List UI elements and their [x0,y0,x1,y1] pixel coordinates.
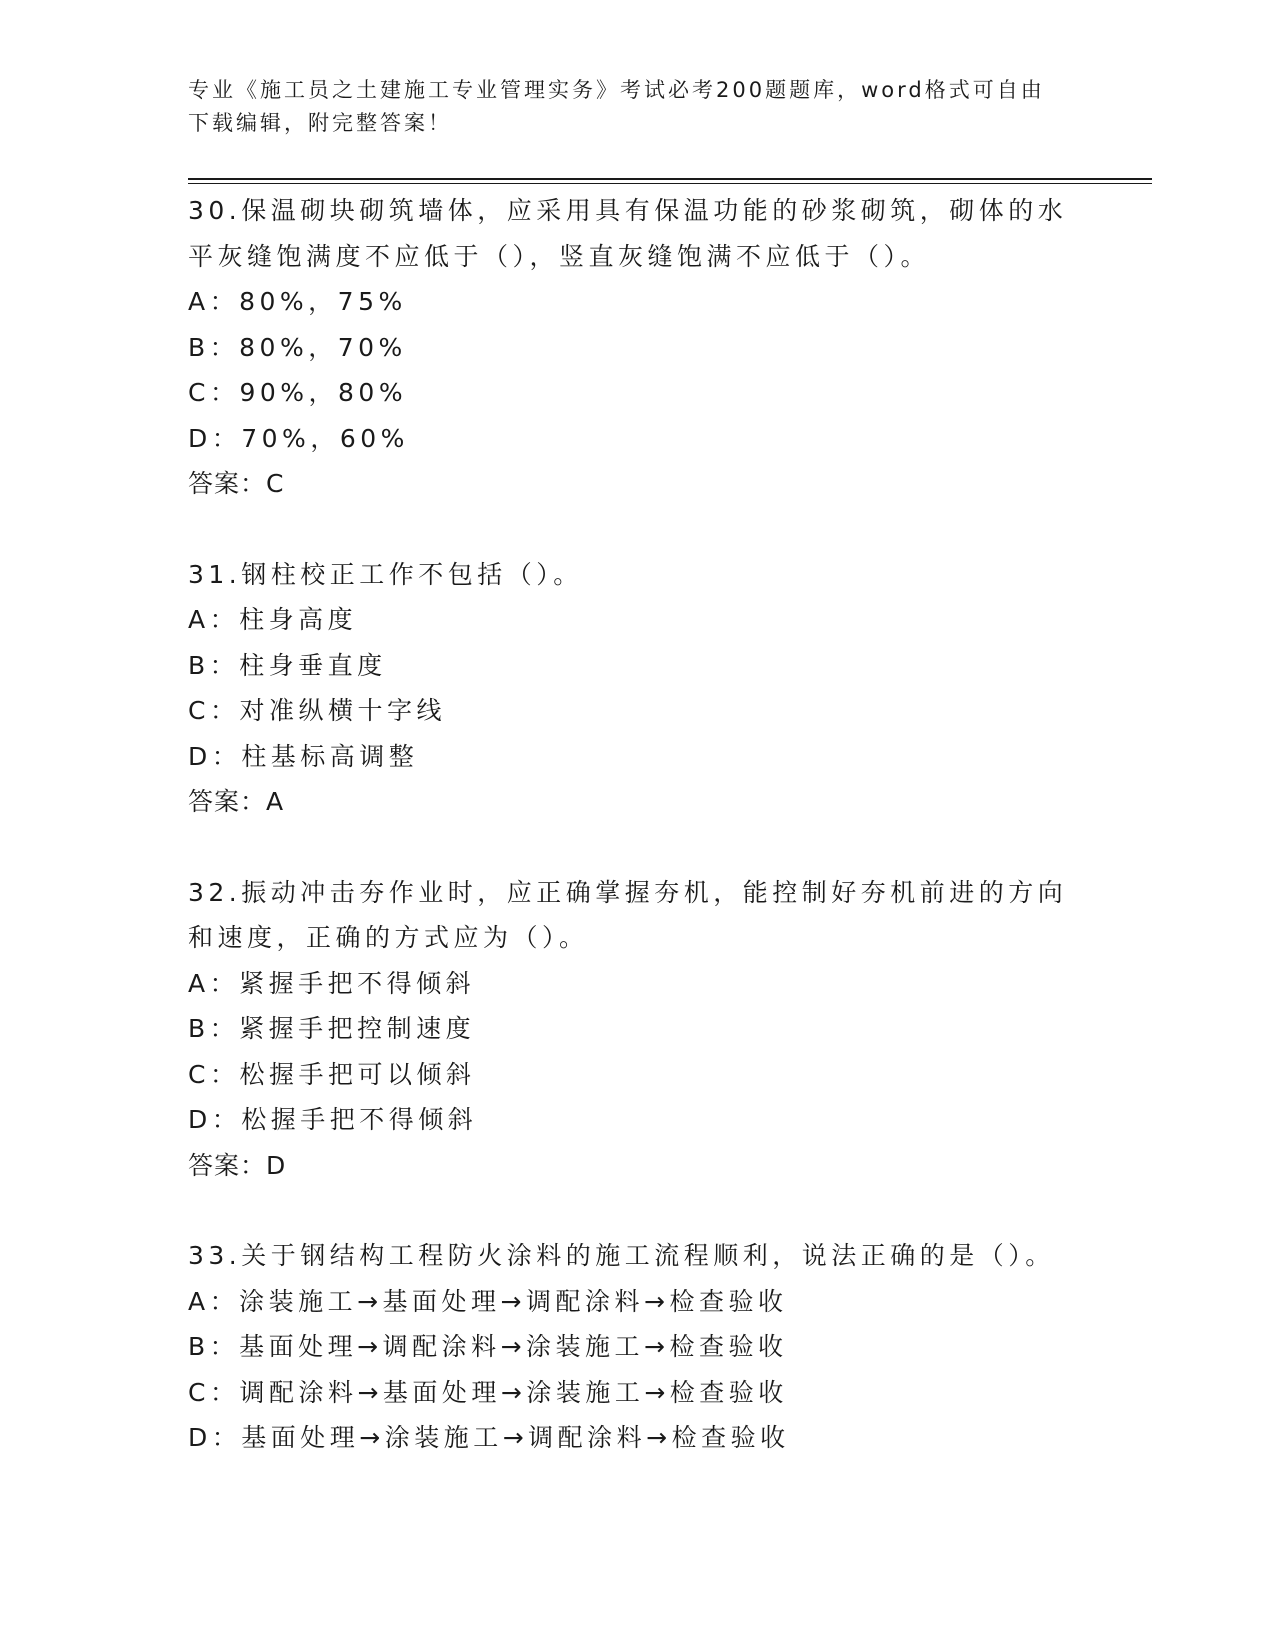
question-33 [188,1233,1088,1461]
question-stem: 33.关于钢结构工程防火涂料的施工流程顺利，说法正确的是（）。 [188,1241,1055,1270]
option-d: D：70%，60% [188,423,409,453]
question-list [188,188,1088,1461]
option-a: A：紧握手把不得倾斜 [188,968,476,998]
question-30 [188,188,1088,507]
option-b: B：基面处理→调配涂料→涂装施工→检查验收 [188,1332,788,1361]
answer-line: 答案：D [188,1150,287,1180]
option-d: D：柱基标高调整 [188,741,419,771]
option-a: A：80%，75% [188,287,407,316]
question-stem: 31.钢柱校正工作不包括（）。 [188,559,583,589]
document-header: 专业《施工员之土建施工专业管理实务》考试必考200题题库，word格式可自由下载编辑，附完整答案！ [188,78,1045,135]
question-stem: 30.保温砌块砌筑墙体，应采用具有保温功能的砂浆砌筑，砌体的水平灰缝饱满度不应低于（），竖直灰缝饱满不应低于（）。 [188,196,1068,271]
option-b: B：80%，70% [188,332,407,362]
option-c: C：调配涂料→基面处理→涂装施工→检查验收 [188,1377,788,1407]
option-c: C：对准纵横十字线 [188,696,446,725]
option-b: B：柱身垂直度 [188,650,387,680]
option-a: A：涂装施工→基面处理→调配涂料→检查验收 [188,1286,788,1316]
question-31 [188,552,1088,825]
answer-line: 答案：C [188,469,285,498]
option-d: D：基面处理→涂装施工→调配涂料→检查验收 [188,1423,790,1452]
question-32 [188,870,1088,1189]
header-rule-thick [188,178,1152,180]
option-d: D：松握手把不得倾斜 [188,1105,478,1134]
option-b: B：紧握手把控制速度 [188,1014,476,1043]
option-a: A：柱身高度 [188,605,358,634]
option-c: C：90%，80% [188,378,408,407]
question-stem: 32.振动冲击夯作业时，应正确掌握夯机，能控制好夯机前进的方向和速度，正确的方式应为（）。 [188,877,1068,952]
option-c: C：松握手把可以倾斜 [188,1059,476,1089]
header-rule-thin [188,183,1152,184]
answer-line: 答案：A [188,787,285,816]
